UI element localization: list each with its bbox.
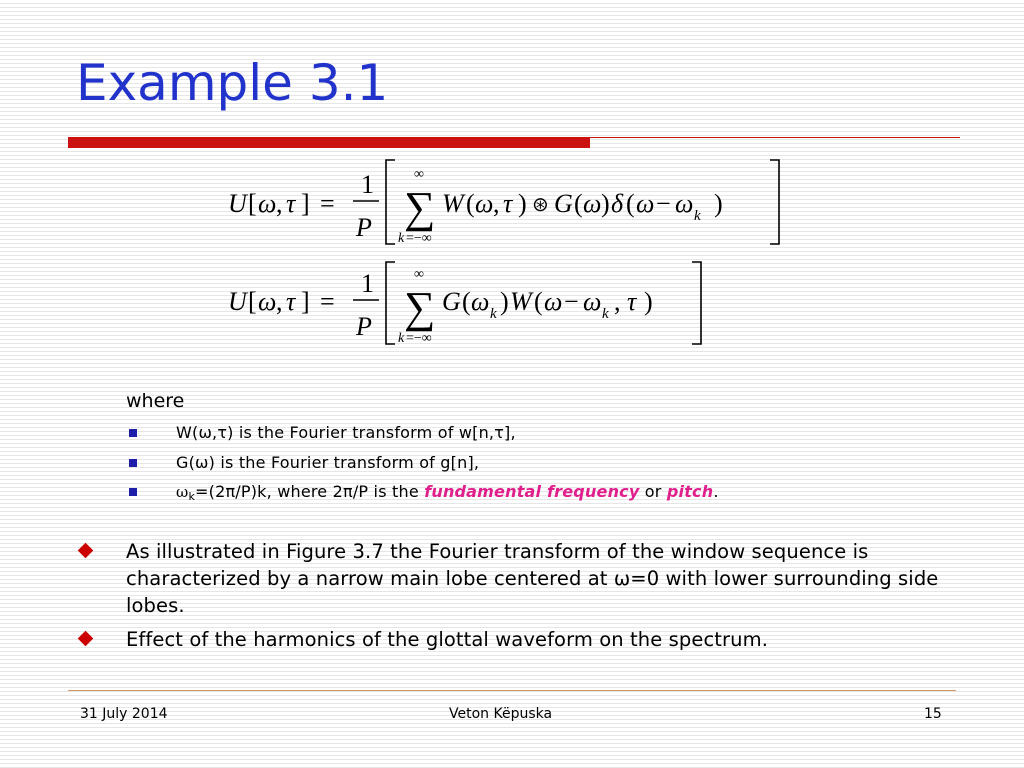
svg-text:⊛: ⊛	[532, 194, 549, 216]
svg-text:k: k	[398, 231, 405, 246]
svg-text:τ: τ	[627, 287, 637, 316]
sub-bullet-item-2: G(ω) is the Fourier transform of g[n],	[176, 453, 480, 472]
svg-text:τ: τ	[286, 189, 296, 218]
sub-bullet-item-3	[176, 482, 719, 503]
svg-text:=−∞: =−∞	[406, 331, 432, 346]
equation-2	[228, 262, 701, 346]
svg-text:ω: ω	[258, 189, 277, 218]
svg-text:k: k	[694, 208, 701, 224]
svg-text:k: k	[398, 331, 405, 346]
svg-text:ω: ω	[583, 287, 602, 316]
svg-text:U: U	[228, 189, 247, 218]
svg-text:ω: ω	[583, 189, 602, 218]
svg-text:(: (	[534, 287, 543, 316]
svg-text:ω: ω	[471, 287, 490, 316]
where-label: where	[126, 390, 185, 412]
equation-1	[228, 160, 779, 246]
svg-text:∞: ∞	[414, 167, 424, 182]
sub-bullet-item-3-end: .	[713, 482, 719, 501]
svg-text:W: W	[510, 287, 532, 316]
diamond-bullet-icon	[78, 631, 94, 647]
svg-text:): )	[714, 189, 723, 218]
svg-text:τ: τ	[286, 287, 296, 316]
svg-text:ω: ω	[544, 287, 563, 316]
svg-text:−: −	[656, 189, 671, 218]
omega-symbol: ω	[176, 483, 189, 501]
svg-text:(: (	[626, 189, 635, 218]
svg-text:−: −	[564, 287, 579, 316]
svg-text:=: =	[320, 189, 335, 218]
slide-title: Example 3.1	[76, 54, 389, 112]
svg-text:]: ]	[301, 189, 310, 218]
svg-text:): )	[518, 189, 527, 218]
main-bullet-2: Effect of the harmonics of the glottal waveform on the spectrum.	[126, 628, 769, 651]
highlight-fundamental-frequency: fundamental frequency	[424, 482, 640, 501]
svg-text:k: k	[602, 306, 609, 322]
svg-text:,: ,	[276, 287, 283, 316]
svg-text:∑: ∑	[404, 183, 436, 232]
svg-text:[: [	[248, 287, 257, 316]
svg-text:ω: ω	[675, 189, 694, 218]
footer-date: 31 July 2014	[80, 706, 168, 722]
svg-text:ω: ω	[475, 189, 494, 218]
square-bullet-icon	[129, 459, 137, 467]
svg-text:τ: τ	[503, 189, 513, 218]
svg-text:]: ]	[301, 287, 310, 316]
svg-text:1: 1	[361, 269, 374, 298]
omega-subscript: k	[188, 490, 196, 503]
footer-author: Veton Këpuska	[449, 706, 553, 722]
svg-text:U: U	[228, 287, 247, 316]
svg-text:(: (	[466, 189, 475, 218]
sub-bullet-item-3-text: =(2π/P)k, where 2π/P is the	[195, 482, 419, 501]
square-bullet-icon	[129, 429, 137, 437]
svg-text:=−∞: =−∞	[406, 231, 432, 246]
svg-text:k: k	[490, 306, 497, 322]
svg-text:δ: δ	[611, 189, 624, 218]
footer-page-number: 15	[924, 706, 942, 722]
svg-text:1: 1	[361, 170, 374, 199]
svg-text:): )	[500, 287, 509, 316]
main-bullet-1: As illustrated in Figure 3.7 the Fourier transform of the window sequence is characterized by a narrow main lobe centered at ω=0 with lower surrounding side lobes.	[126, 540, 939, 617]
svg-text:P: P	[356, 213, 372, 242]
svg-text:,: ,	[493, 189, 500, 218]
svg-text:,: ,	[276, 189, 283, 218]
svg-text:∑: ∑	[404, 283, 436, 332]
highlight-pitch: pitch	[666, 482, 714, 501]
svg-text:W: W	[442, 189, 464, 218]
footer-divider	[68, 690, 956, 691]
svg-text:G: G	[554, 189, 573, 218]
svg-text:(: (	[574, 189, 583, 218]
svg-text:ω: ω	[636, 189, 655, 218]
svg-text:): )	[601, 189, 610, 218]
or-word: or	[644, 482, 662, 501]
sub-bullet-item-1: W(ω,τ) is the Fourier transform of w[n,τ],	[176, 423, 516, 442]
svg-text:,: ,	[614, 287, 621, 316]
square-bullet-icon	[129, 488, 137, 496]
svg-text:∞: ∞	[414, 267, 424, 282]
svg-text:ω: ω	[258, 287, 277, 316]
svg-text:[: [	[248, 189, 257, 218]
svg-text:): )	[644, 287, 653, 316]
svg-text:G: G	[442, 287, 461, 316]
svg-text:(: (	[462, 287, 471, 316]
diamond-bullet-icon	[78, 543, 94, 559]
svg-text:P: P	[356, 312, 372, 341]
equation-graphics	[0, 0, 1024, 360]
svg-text:=: =	[320, 287, 335, 316]
